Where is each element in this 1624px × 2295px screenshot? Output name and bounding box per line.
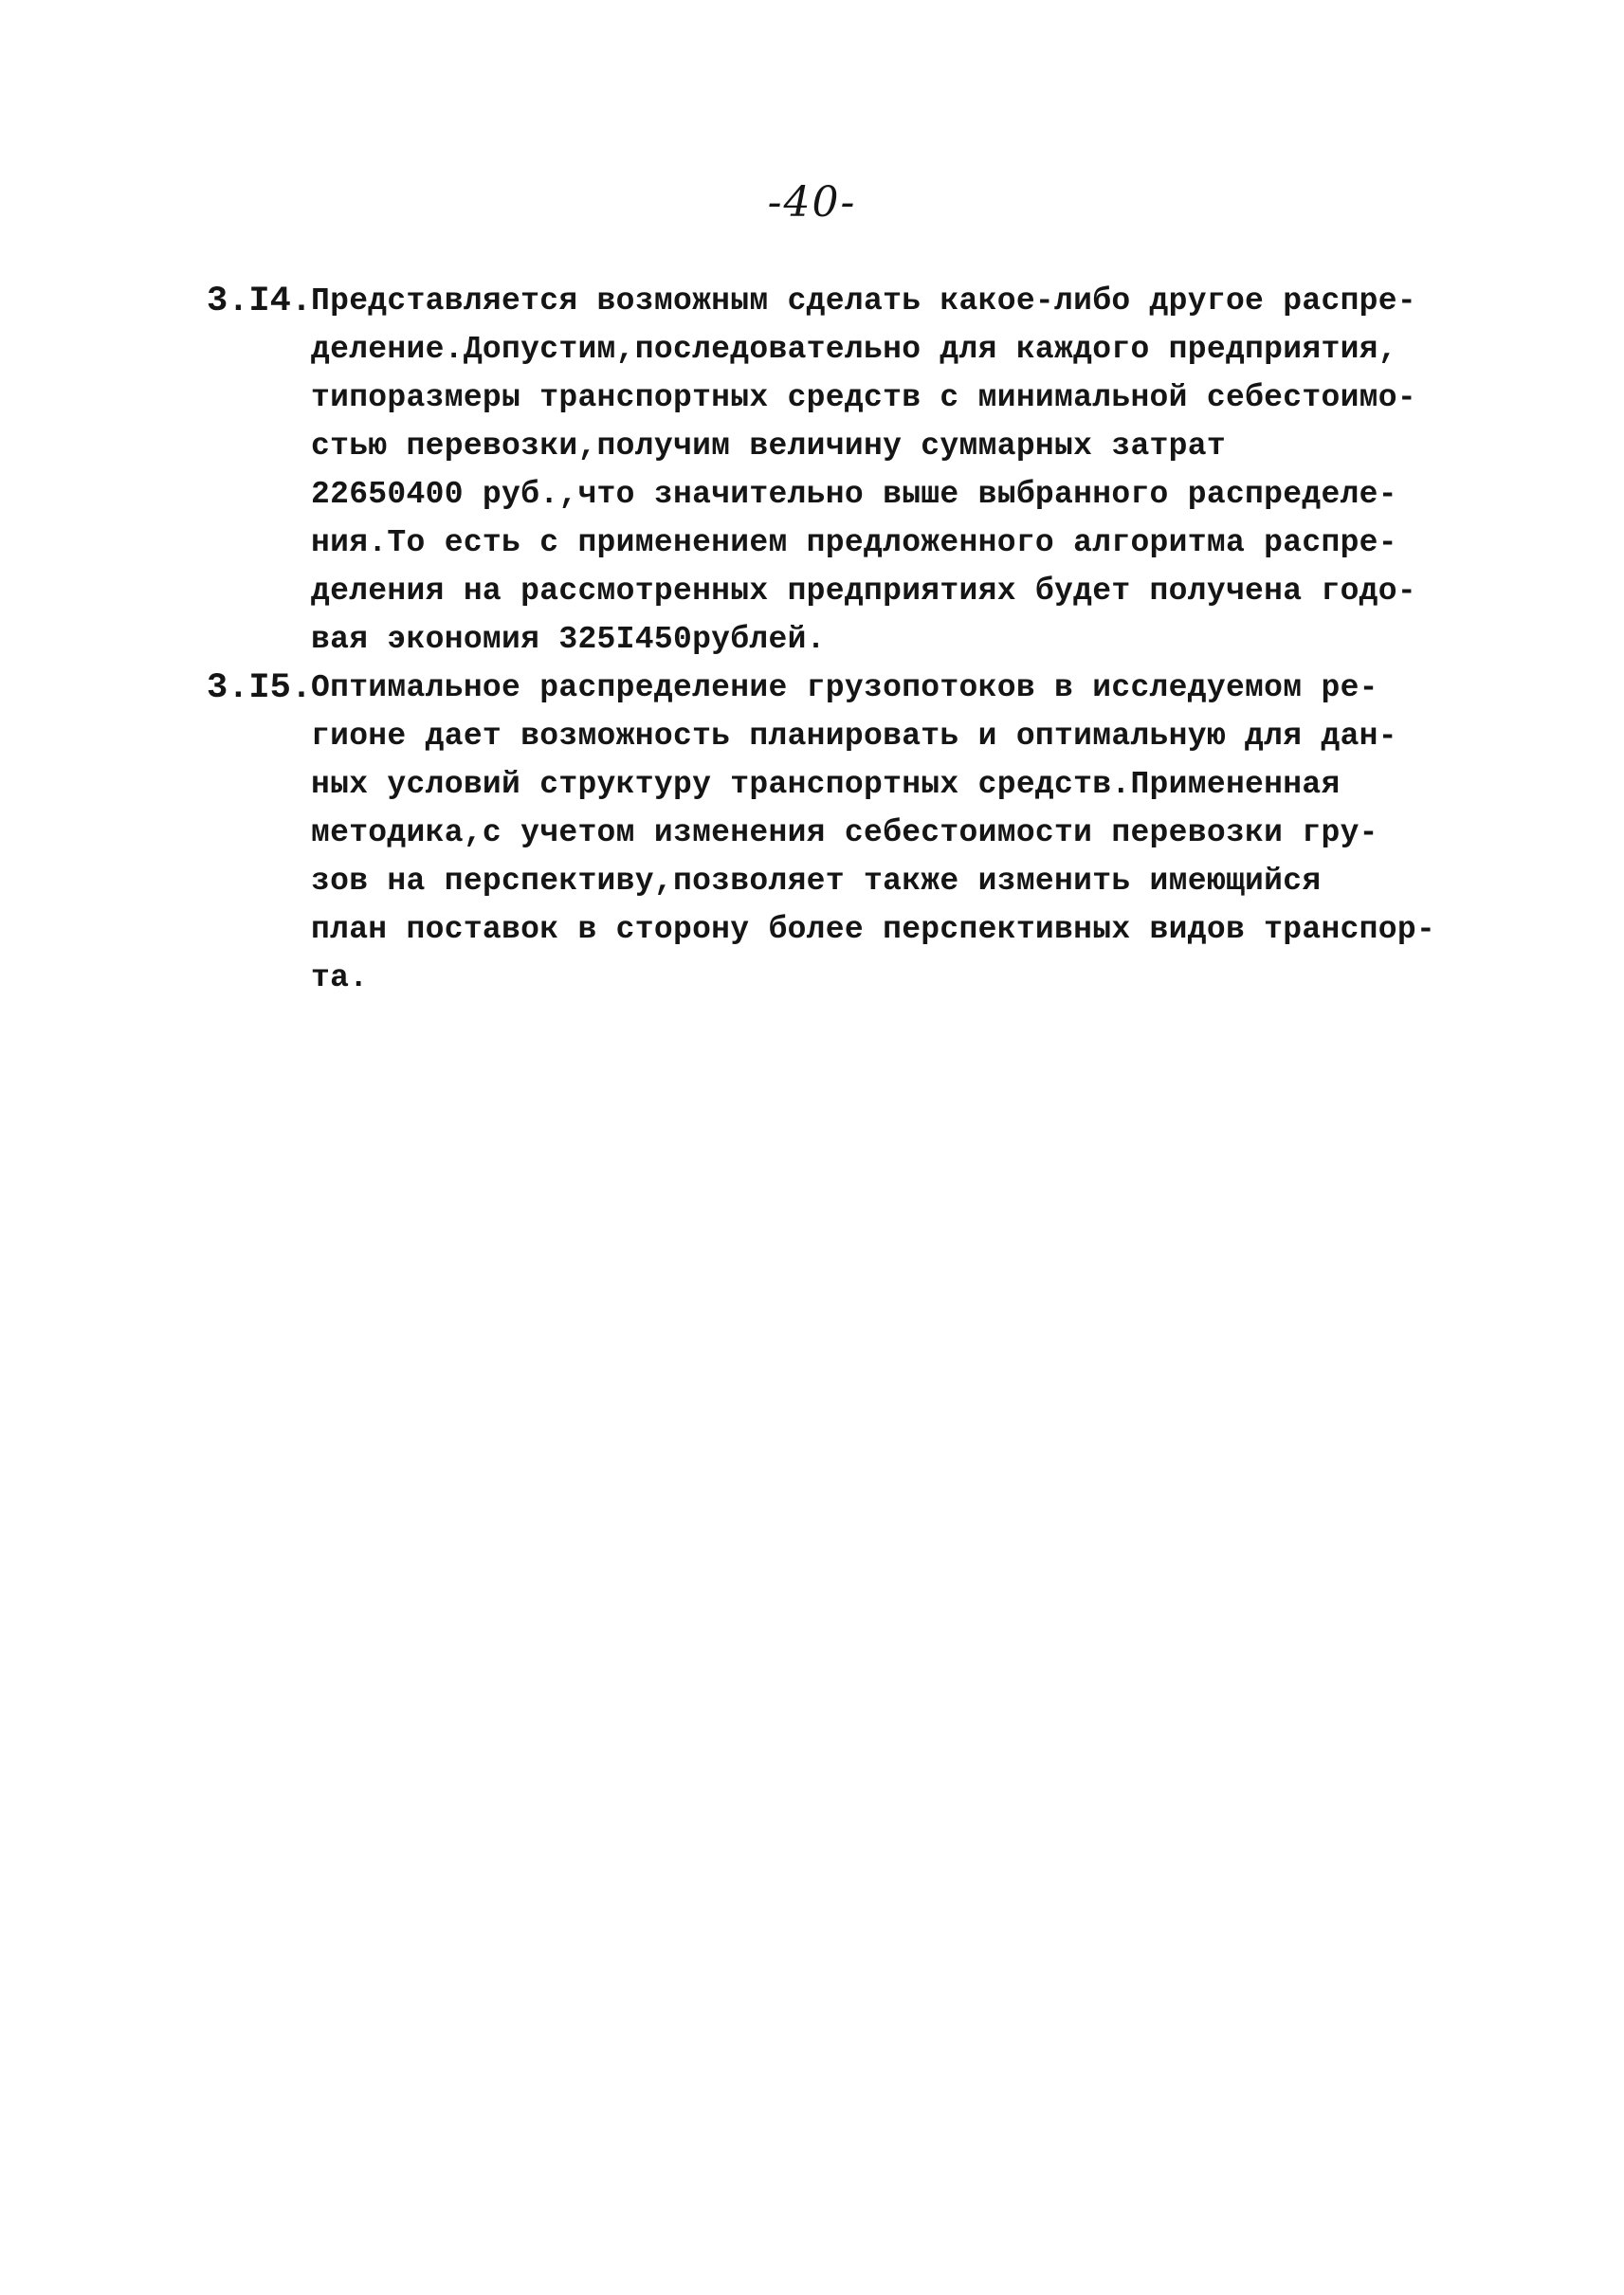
paragraph-number: 3.I4. — [207, 282, 313, 321]
text-line: деление.Допустим,последовательно для каждого предприятия, — [311, 332, 1397, 367]
text-line: гионе дает возможность планировать и оптимальную для дан- — [311, 719, 1397, 754]
text-line: та. — [311, 960, 369, 995]
text-line: деления на рассмотренных предприятиях будет получена годо- — [311, 574, 1416, 609]
page-number: -40- — [767, 178, 857, 227]
paragraph-text — [311, 277, 1416, 664]
paragraph-text — [311, 664, 1435, 1002]
text-line: ния.То есть с применением предложенного алгоритма распре- — [311, 525, 1397, 560]
text-line: вая экономия 325I450рублей. — [311, 622, 826, 657]
text-line: Представляется возможным сделать какое-либо другое распре- — [311, 283, 1416, 319]
text-line: методика,с учетом изменения себестоимости перевозки гру- — [311, 815, 1378, 850]
text-line: ных условий структуру транспортных средств.Примененная — [311, 767, 1341, 802]
text-line: стью перевозки,получим величину суммарных затрат — [311, 428, 1226, 464]
text-line: план поставок в сторону более перспективных видов транспор- — [311, 912, 1436, 947]
text-line: 22650400 руб.,что значительно выше выбранного распределе- — [311, 477, 1397, 512]
text-line: Оптимальное распределение грузопотоков в исследуемом ре- — [311, 670, 1378, 705]
paragraph-number: 3.I5. — [207, 668, 313, 708]
text-line: зов на перспективу,позволяет также изменить имеющийся — [311, 864, 1322, 899]
text-line: типоразмеры транспортных средств с минимальной себестоимо- — [311, 380, 1416, 415]
